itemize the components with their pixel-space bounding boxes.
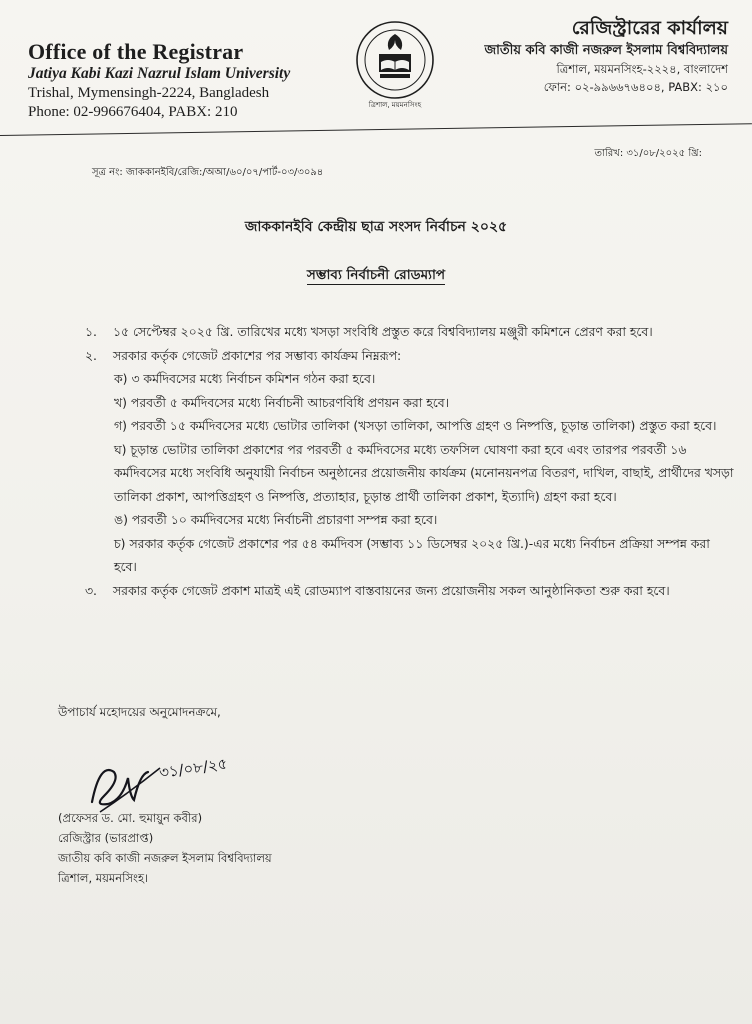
memo-reference: সূত্র নং: জাককানইবি/রেজি:/অআ/৬০/০৭/পার্ট-০৩/৩০৯৪: [92, 167, 324, 178]
signature-date: ৩১/০৮/২৫: [158, 754, 229, 782]
signatory-name: (প্রফেসর ড. মো. হুমায়ুন কবীর): [58, 811, 203, 825]
sub-item: খ) পরবর্তী ৫ কর্মদিবসের মধ্যে নির্বাচনী আচরণবিধি প্রণয়ন করা হবে।: [114, 394, 450, 410]
university-seal-icon: [347, 14, 443, 110]
header-bangla: [484, 16, 728, 96]
sub-item: ঘ) চূড়ান্ত ভোটার তালিকা প্রকাশের পর পরবর্তী ৫ কর্মদিবসের মধ্যে তফসিল ঘোষণা করা হবে এবং তারপর পরবর্তী ১৬ কর্মদিবসের মধ্যে সংবিধি অনুযায়ী নির্বাচন অনুষ্ঠানের প্রয়োজনীয় কার্যক্রম (মনোনয়নপত্র বিতরণ, দাখিল, বাছাই, প্রার্থীদের খসড়া তালিকা প্রকাশ, আপত্তিগ্রহণ ও নিষ্পত্তি, প্রত্যাহার, চূড়ান্ত প্রার্থী তালিকা প্রকাশ, ইত্যাদি) গ্রহণ করা হবে।: [114, 441, 734, 504]
university-name-bn: জাতীয় কবি কাজী নজরুল ইসলাম বিশ্ববিদ্যালয়: [484, 43, 728, 58]
sub-item: ক) ৩ কর্মদিবসের মধ্যে নির্বাচন কমিশন গঠন করা হবে।: [114, 371, 376, 386]
signatory-block: [58, 808, 272, 888]
memo-date: তারিখ: ৩১/০৮/২০২৫ খ্রি:: [594, 148, 702, 159]
item-number: ১.: [85, 324, 97, 339]
item-number: ৩.: [85, 582, 97, 598]
list-item: [85, 579, 735, 603]
office-title-bn: রেজিস্ট্রারের কার্যালয়: [571, 17, 728, 39]
header-english: [28, 40, 290, 122]
sub-item: চ) সরকার কর্তৃক গেজেট প্রকাশের পর ৫৪ কর্মদিবস (সম্ভাব্য ১১ ডিসেম্বর ২০২৫ খ্রি.)-এর মধ্যে নির্বাচন প্রক্রিয়া সম্পন্ন করা হবে।: [114, 535, 710, 574]
university-name-en: Jatiya Kabi Kazi Nazrul Islam University: [28, 65, 291, 82]
notice-title: জাককানইবি কেন্দ্রীয় ছাত্র সংসদ নির্বাচন ২০২৫: [244, 219, 508, 235]
item-text: সরকার কর্তৃক গেজেট প্রকাশ মাত্রই এই রোডম্যাপ বাস্তবায়নের জন্য প্রয়োজনীয় সকল আনুষ্ঠানিকতা শুরু করা হবে।: [113, 582, 670, 598]
list-item: [85, 344, 735, 368]
sub-list: [114, 367, 735, 579]
signatory-designation: রেজিস্ট্রার (ভারপ্রাপ্ত): [58, 831, 154, 845]
list-item: [85, 320, 735, 344]
sub-item: গ) পরবর্তী ১৫ কর্মদিবসের মধ্যে ভোটার তালিকা (খসড়া তালিকা, আপত্তি গ্রহণ ও নিষ্পত্তি, চূড়ান্ত তালিকা) প্রস্তুত করা হবে।: [114, 418, 717, 433]
item-text: ১৫ সেপ্টেম্বর ২০২৫ খ্রি. তারিখের মধ্যে খসড়া সংবিধি প্রস্তুত করে বিশ্ববিদ্যালয় মঞ্জুরী কমিশনে প্রেরণ করা হবে।: [113, 324, 653, 339]
approval-line: উপাচার্য মহোদয়ের অনুমোদনক্রমে,: [58, 705, 221, 719]
address-bn: ত্রিশাল, ময়মনসিংহ-২২২৪, বাংলাদেশ: [556, 62, 728, 76]
address-en: Trishal, Mymensingh-2224, Bangladesh: [28, 85, 270, 101]
signatory-location: ত্রিশাল, ময়মনসিংহ।: [58, 871, 149, 885]
notice-subtitle: সম্ভাব্য নির্বাচনী রোডম্যাপ: [306, 267, 446, 283]
office-title-en: Office of the Registrar: [28, 39, 244, 64]
roadmap-body: [85, 320, 735, 602]
sub-item: ঙ) পরবর্তী ১০ কর্মদিবসের মধ্যে নির্বাচনী প্রচারণা সম্পন্ন করা হবে।: [114, 512, 438, 527]
seal-caption: ত্রিশাল, ময়মনসিংহ: [368, 101, 422, 109]
signatory-university: জাতীয় কবি কাজী নজরুল ইসলাম বিশ্ববিদ্যালয়: [58, 851, 272, 865]
item-text: সরকার কর্তৃক গেজেট প্রকাশের পর সম্ভাব্য কার্যক্রম নিম্নরূপ:: [113, 347, 402, 363]
header-divider: [0, 123, 752, 136]
phone-en: Phone: 02-996676404, PABX: 210: [28, 104, 238, 120]
phone-bn: ফোন: ০২-৯৯৬৬৭৬৪০৪, PABX: ২১০: [543, 80, 728, 94]
item-number: ২.: [85, 347, 97, 363]
